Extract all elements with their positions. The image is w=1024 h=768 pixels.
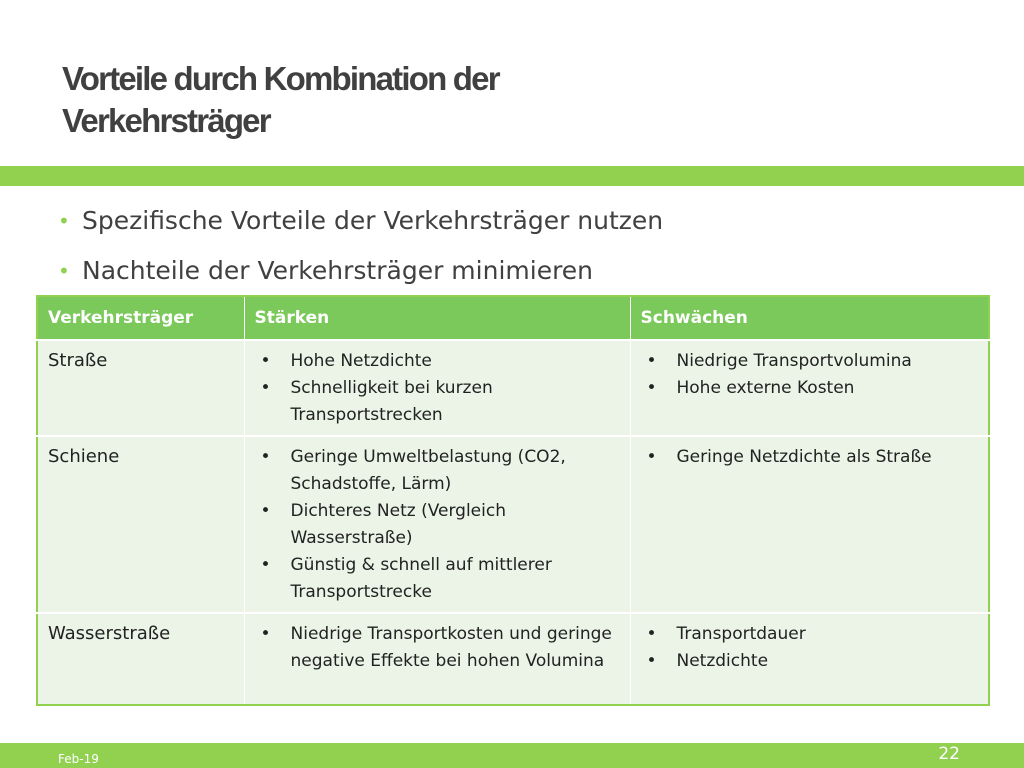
table-header-row	[37, 296, 989, 340]
bullet-item	[58, 196, 958, 246]
bullet-icon: •	[260, 447, 271, 467]
list-item-text: Geringe Umweltbelastung (CO2, Schadstoffe, Lärm)	[290, 447, 566, 494]
list-item	[255, 444, 620, 498]
bullet-icon: •	[260, 624, 271, 644]
bullet-text: Nachteile der Verkehrsträger minimieren	[82, 256, 594, 285]
slide-title-line-1: Vorteile durch Kombination der	[62, 60, 499, 97]
mode-cell: Straße	[37, 340, 244, 436]
table-row	[37, 340, 989, 436]
bullet-icon: •	[646, 624, 657, 644]
bullet-icon: •	[260, 351, 271, 371]
strengths-cell	[244, 613, 630, 705]
bullet-icon: •	[646, 447, 657, 467]
list-item	[641, 348, 979, 375]
list-item-text: Transportdauer	[676, 624, 806, 644]
bullet-list	[58, 196, 958, 296]
list-item-text: Schnelligkeit bei kurzen Transportstrecken	[290, 378, 493, 425]
slide-title-line-2: Verkehrsträger	[62, 102, 270, 139]
list-item-text: Geringe Netzdichte als Straße	[676, 447, 932, 467]
page-number: 22	[938, 744, 960, 764]
slide-title	[62, 58, 922, 142]
bullet-icon: •	[260, 378, 271, 398]
list-item	[641, 648, 979, 675]
weaknesses-cell	[630, 340, 989, 436]
bullet-icon: •	[260, 501, 271, 521]
table-row	[37, 436, 989, 613]
list-item	[641, 621, 979, 648]
list-item	[255, 552, 620, 606]
table-row	[37, 613, 989, 705]
strengths-cell	[244, 340, 630, 436]
bullet-dot-icon: •	[58, 209, 70, 233]
list-item	[255, 348, 620, 375]
footer-date: Feb-19	[58, 752, 99, 766]
list-item	[641, 444, 979, 471]
list-item-text: Niedrige Transportvolumina	[676, 351, 912, 371]
comparison-table	[36, 295, 990, 706]
bullet-icon: •	[260, 555, 271, 575]
bullet-item	[58, 246, 958, 296]
weaknesses-cell	[630, 613, 989, 705]
bullet-dot-icon: •	[58, 259, 70, 283]
header-verkehrstraeger: Verkehrsträger	[37, 296, 244, 340]
list-item-text: Günstig & schnell auf mittlerer Transportstrecke	[290, 555, 552, 602]
bullet-icon: •	[646, 378, 657, 398]
header-staerken: Stärken	[244, 296, 630, 340]
mode-cell: Wasserstraße	[37, 613, 244, 705]
list-item-text: Hohe externe Kosten	[676, 378, 855, 398]
list-item-text: Niedrige Transportkosten und geringe negative Effekte bei hohen Volumina	[290, 624, 612, 671]
bullet-icon: •	[646, 651, 657, 671]
list-item-text: Netzdichte	[676, 651, 769, 671]
strengths-cell	[244, 436, 630, 613]
list-item	[641, 375, 979, 402]
list-item	[255, 375, 620, 429]
list-item	[255, 621, 620, 675]
list-item-text: Hohe Netzdichte	[290, 351, 432, 371]
weaknesses-cell	[630, 436, 989, 613]
mode-cell: Schiene	[37, 436, 244, 613]
list-item-text: Dichteres Netz (Vergleich Wasserstraße)	[290, 501, 506, 548]
title-underline-bar	[0, 166, 1024, 186]
bullet-icon: •	[646, 351, 657, 371]
footer-bar	[0, 743, 1024, 768]
list-item	[255, 498, 620, 552]
header-schwaechen: Schwächen	[630, 296, 989, 340]
bullet-text: Spezifische Vorteile der Verkehrsträger nutzen	[82, 206, 664, 235]
